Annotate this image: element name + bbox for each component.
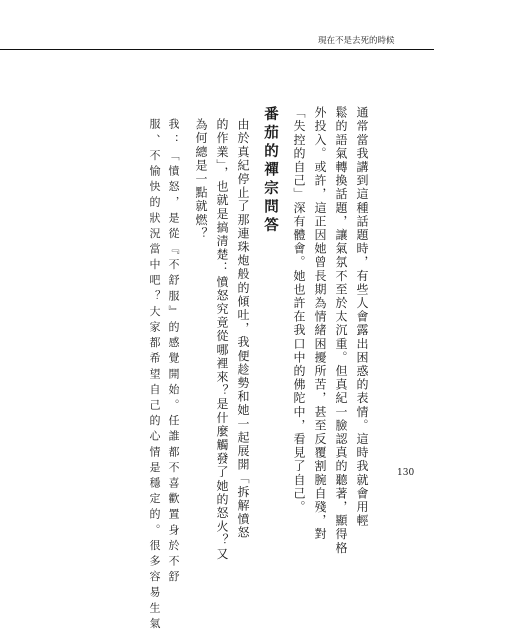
dialog-line: 服、不愉快的狀況當中吧？大家都希望自己的心情是穩定的。很多容易生氣 [148, 118, 161, 633]
running-head-title: 現在不是去死的時候 [318, 36, 395, 46]
paragraph-line: 的作業」，也就是搞清楚：憤怒究竟從哪裡來？是什麼觸發了她的怒火？又 [215, 118, 229, 561]
paragraph-line: 由於真紀停止了那連珠炮般的傾吐，我便趁勢和她一起展開「拆解憤怒 [236, 118, 250, 540]
paragraph-line: 「失控的自己」深有體會。她也許在我口中的佛陀中，看見了自己。 [292, 106, 306, 514]
dialog-line: 我：「憤怒，是從『不舒服』的感覺開始。任誰都不喜歡置身於不舒 [167, 118, 180, 586]
page-number: 130 [397, 468, 415, 478]
header-rule [0, 49, 434, 50]
paragraph-line: 為何總是一點就燃？ [194, 118, 208, 241]
paragraph-line: 鬆的語氣轉換話題，讓氣氛不至於太沉重。但真紀一臉認真的聽著，顯得格 [334, 106, 348, 555]
section-heading: 番茄的禪宗問答 [262, 106, 279, 236]
paragraph-line: 外投入。或許，這正因她曾長期為情緒困擾所苦，甚至反覆割腕自殘，對 [313, 106, 327, 542]
paragraph-line: 通常當我講到這種話題時，有些人會露出困惑的表情。這時我就會用輕 [355, 106, 369, 528]
